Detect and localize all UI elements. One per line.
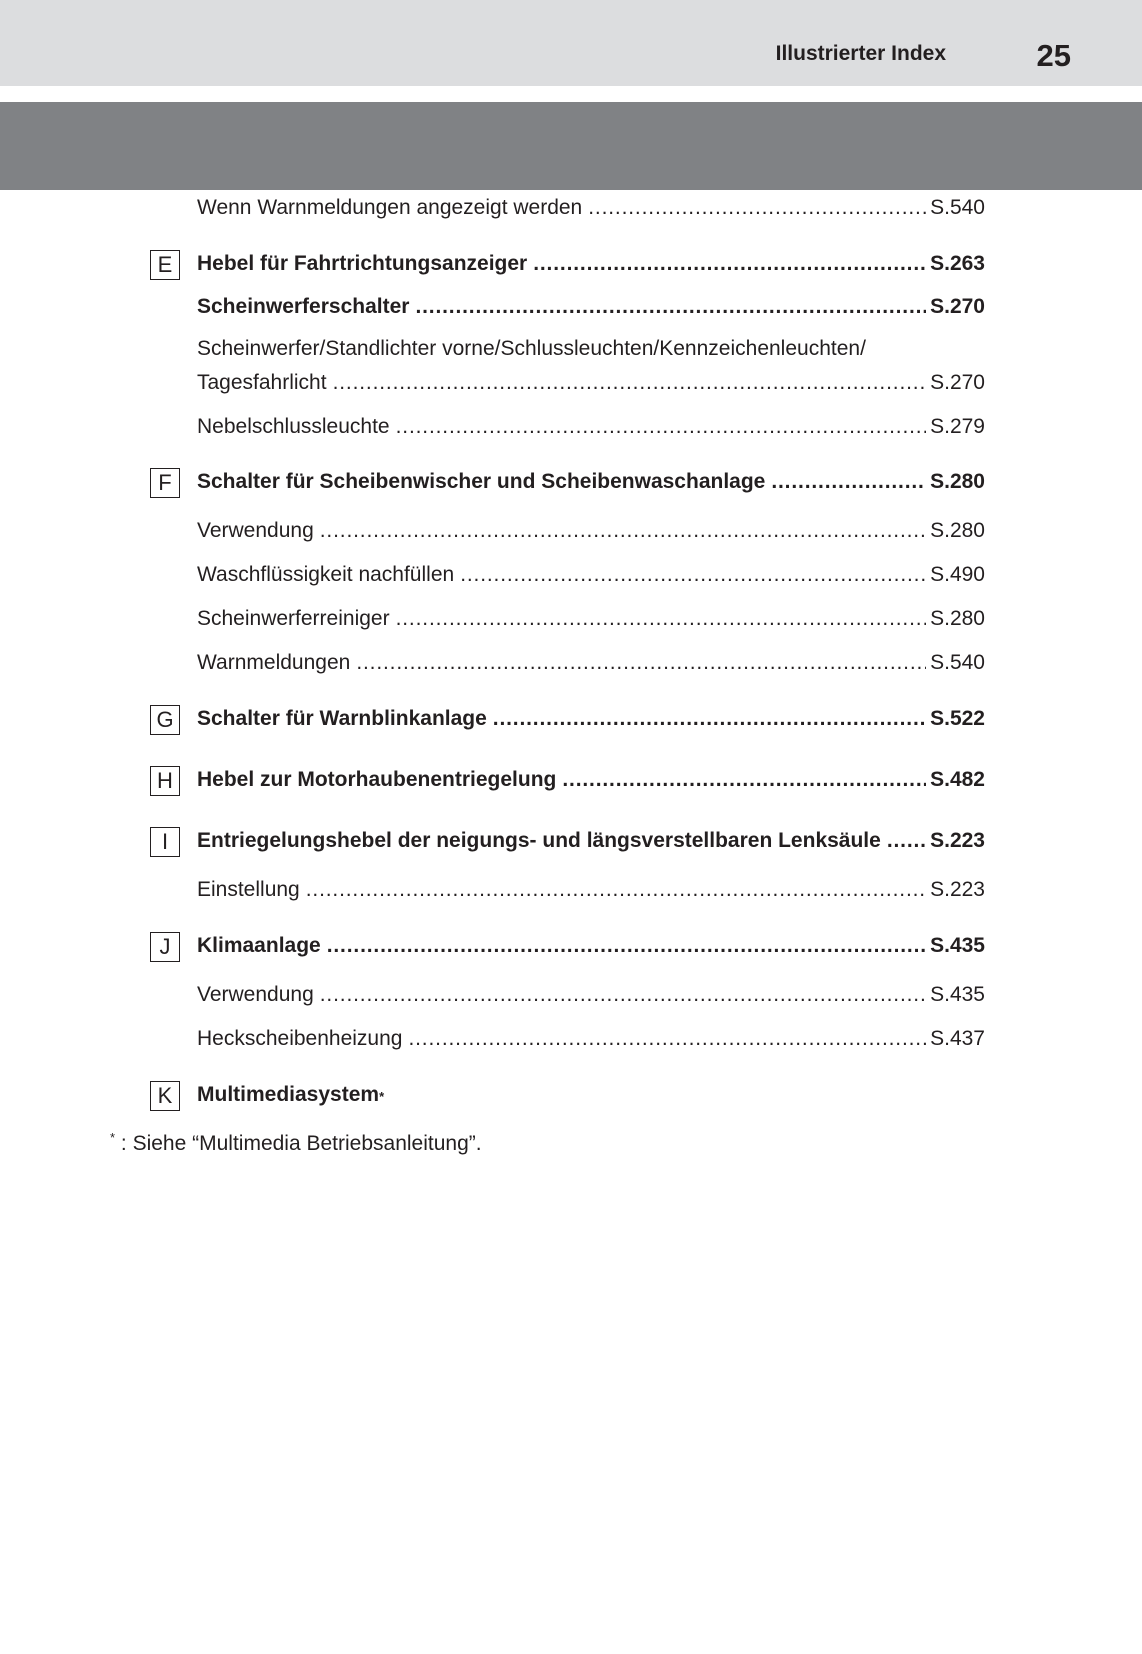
entry-label: Tagesfahrlicht	[197, 371, 327, 394]
entry-label: Scheinwerferreiniger	[197, 607, 390, 630]
index-entry	[197, 371, 985, 395]
footnote	[110, 1130, 482, 1156]
entry-label: Einstellung	[197, 878, 300, 901]
page-reference: S.223	[930, 829, 985, 852]
index-entry	[197, 415, 985, 439]
dot-leader	[320, 519, 926, 543]
entry-label: Schalter für Scheibenwischer und Scheibenwaschanlage	[197, 470, 766, 493]
entry-label: Warnmeldungen	[197, 651, 351, 674]
dot-leader	[533, 252, 926, 276]
page-reference: S.437	[930, 1027, 985, 1050]
letter-marker-i: I	[150, 827, 180, 857]
entry-label: Schalter für Warnblinkanlage	[197, 707, 487, 730]
entry-label: Hebel zur Motorhaubenentriegelung	[197, 768, 557, 791]
letter-marker-j: J	[150, 932, 180, 962]
entry-label: Nebelschlussleuchte	[197, 415, 390, 438]
footnote-marker: *	[379, 1089, 385, 1104]
dot-leader	[460, 563, 926, 587]
footnote-text: : Siehe “Multimedia Betriebsanleitung”.	[120, 1132, 482, 1155]
dot-leader	[408, 1027, 926, 1051]
footnote-star: *	[110, 1130, 116, 1145]
index-entry	[197, 252, 985, 276]
index-entry	[197, 983, 985, 1007]
dot-leader	[356, 651, 926, 675]
dot-leader	[396, 607, 927, 631]
page-reference: S.435	[930, 983, 985, 1006]
entry-label: Waschflüssigkeit nachfüllen	[197, 563, 455, 586]
index-entry	[197, 1083, 384, 1107]
index-entry	[197, 651, 985, 675]
dot-leader	[771, 470, 926, 494]
entry-label: Scheinwerferschalter	[197, 295, 410, 318]
page-reference: S.280	[930, 519, 985, 542]
entry-label: Klimaanlage	[197, 934, 321, 957]
page-reference: S.223	[930, 878, 985, 901]
page-reference: S.279	[930, 415, 985, 438]
dot-leader	[396, 415, 927, 439]
letter-marker-f: F	[150, 468, 180, 498]
entry-label: Entriegelungshebel der neigungs- und längsverstellbaren Lenksäule	[197, 829, 881, 852]
page-reference: S.270	[930, 371, 985, 394]
index-entry	[197, 295, 985, 319]
entry-label: Verwendung	[197, 519, 314, 542]
letter-marker-g: G	[150, 705, 180, 735]
header-band	[0, 0, 1142, 86]
dot-leader	[415, 295, 926, 319]
section-title: Illustrierter Index	[775, 42, 946, 65]
index-entry	[197, 470, 985, 494]
entry-label: Wenn Warnmeldungen angezeigt werden	[197, 196, 583, 219]
page-number: 25	[1036, 38, 1071, 73]
entry-label: Multimediasystem	[197, 1083, 380, 1106]
index-entry	[197, 1027, 985, 1051]
divider-band	[0, 102, 1142, 190]
page-reference: S.540	[930, 196, 985, 219]
dot-leader	[327, 934, 926, 958]
dot-leader	[333, 371, 927, 395]
dot-leader	[320, 983, 926, 1007]
dot-leader	[306, 878, 926, 902]
letter-marker-k: K	[150, 1081, 180, 1111]
entry-label-line: Scheinwerfer/Standlichter vorne/Schlussleuchten/Kennzeichenleuchten/	[197, 337, 866, 360]
page-reference: S.490	[930, 563, 985, 586]
letter-marker-h: H	[150, 766, 180, 796]
letter-marker-e: E	[150, 250, 180, 280]
index-entry	[197, 563, 985, 587]
page-reference: S.280	[930, 607, 985, 630]
page-reference: S.263	[930, 252, 985, 275]
index-entry	[197, 707, 985, 731]
index-entry	[197, 878, 985, 902]
index-entry	[197, 196, 985, 220]
dot-leader	[887, 829, 926, 853]
page-reference: S.435	[930, 934, 985, 957]
page-reference: S.482	[930, 768, 985, 791]
page-reference: S.522	[930, 707, 985, 730]
entry-label: Heckscheibenheizung	[197, 1027, 403, 1050]
entry-label: Verwendung	[197, 983, 314, 1006]
index-entry	[197, 829, 985, 853]
index-entry	[197, 519, 985, 543]
entry-label: Hebel für Fahrtrichtungsanzeiger	[197, 252, 528, 275]
page-reference: S.280	[930, 470, 985, 493]
page-reference: S.270	[930, 295, 985, 318]
index-entry	[197, 934, 985, 958]
dot-leader	[562, 768, 926, 792]
dot-leader	[588, 196, 926, 220]
dot-leader	[493, 707, 926, 731]
index-entry	[197, 768, 985, 792]
page-reference: S.540	[930, 651, 985, 674]
index-entry	[197, 607, 985, 631]
